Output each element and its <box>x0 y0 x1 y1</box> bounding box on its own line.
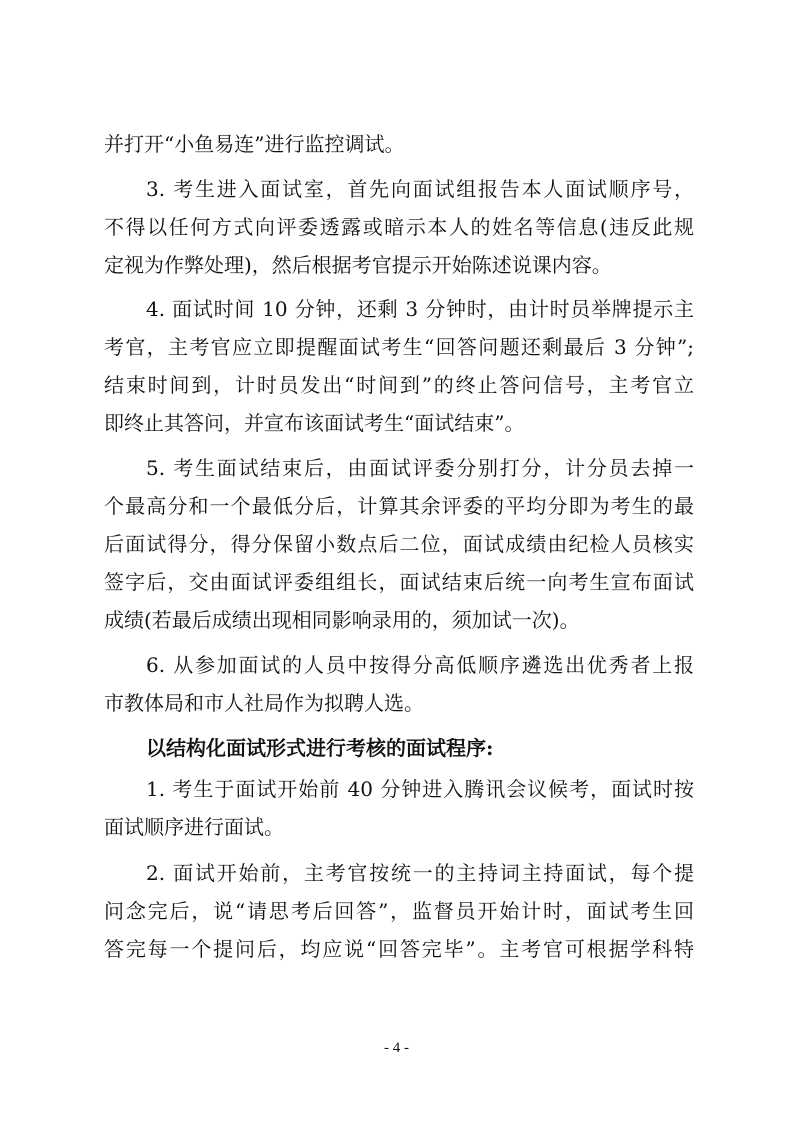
paragraph-line: 6. 从参加面试的人员中按得分高低顺序遴选出优秀者上报 <box>146 653 694 677</box>
paragraph-line: 1. 考生于面试开始前 40 分钟进入腾讯会议候考，面试时按 <box>146 777 694 801</box>
paragraph-line: 结束时间到，计时员发出“时间到”的终止答问信号，主考官立 <box>104 373 694 397</box>
paragraph-line: 5. 考生面试结束后，由面试评委分别打分，计分员去掉一 <box>146 456 694 480</box>
paragraph-line: 签字后，交由面试评委组组长，面试结束后统一向考生宣布面试 <box>104 570 694 594</box>
paragraph-line: 面试顺序进行面试。 <box>104 815 284 839</box>
paragraph-line: 市教体局和市人社局作为拟聘人选。 <box>104 691 424 715</box>
paragraph-line: 即终止其答问，并宣布该面试考生“面试结束”。 <box>104 411 525 435</box>
paragraph-line: 并打开“小鱼易连”进行监控调试。 <box>104 132 405 156</box>
paragraph-line: 3. 考生进入面试室，首先向面试组报告本人面试顺序号， <box>146 177 694 201</box>
paragraph-line: 4. 面试时间 10 分钟，还剩 3 分钟时，由计时员举牌提示主 <box>146 297 694 321</box>
paragraph-line: 成绩(若最后成绩出现相同影响录用的，须加试一次)。 <box>104 608 580 632</box>
page-number: - 4 - <box>384 1040 409 1056</box>
paragraph-line: 问念完后，说“请思考后回答”，监督员开始计时，面试考生回 <box>104 899 694 923</box>
paragraph-line: 不得以任何方式向评委透露或暗示本人的姓名等信息(违反此规 <box>104 215 694 239</box>
paragraph-line: 定视为作弊处理)，然后根据考官提示开始陈述说课内容。 <box>104 253 612 277</box>
paragraph-line: 2. 面试开始前，主考官按统一的主持词主持面试，每个提 <box>146 861 694 885</box>
paragraph-line: 后面试得分，得分保留小数点后二位，面试成绩由纪检人员核实 <box>104 532 694 556</box>
paragraph-line: 个最高分和一个最低分后，计算其余评委的平均分即为考生的最 <box>104 494 694 518</box>
paragraph-line: 答完每一个提问后，均应说“回答完毕”。主考官可根据学科特 <box>104 937 694 961</box>
section-heading: 以结构化面试形式进行考核的面试程序: <box>146 736 494 760</box>
paragraph-line: 考官，主考官应立即提醒面试考生“回答问题还剩最后 3 分钟”; <box>104 335 694 359</box>
